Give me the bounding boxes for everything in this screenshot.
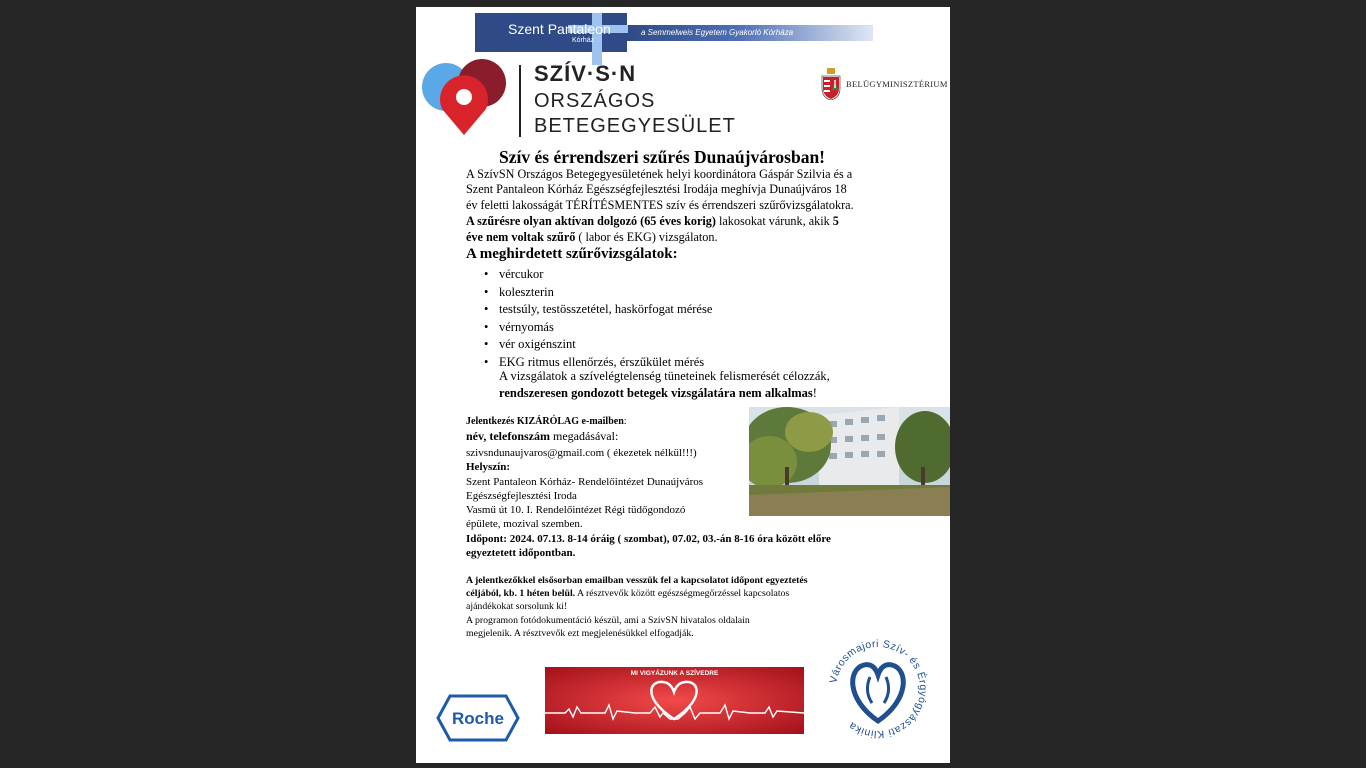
- registration-fields: név, telefonszám megadásával:: [466, 429, 619, 443]
- time-line-1: Időpont: 2024. 07.13. 8-14 óráig ( szombat), 07.02, 03.-án 8-16 óra között előre: [466, 533, 831, 545]
- footer-line-5: megjelenik. A résztvevők ezt megjelenésükkel elfogadják.: [466, 628, 694, 639]
- roche-logo: [436, 694, 520, 742]
- brand-name: SZÍV·S·N: [534, 61, 637, 86]
- list-item: • vér oxigénszint: [484, 336, 712, 354]
- location-line-2: Egészségfejlesztési Iroda: [466, 490, 577, 502]
- tests-note-2: rendszeresen gondozott betegek vizsgálatára nem alkalmas!: [499, 386, 817, 400]
- brand-line3: BETEGEGYESÜLET: [534, 115, 736, 137]
- location-line-3: Vasmű út 10. I. Rendelőintézet Régi tüdőgondozó: [466, 504, 686, 516]
- footer-line-4: A programon fotódokumentáció készül, ami a SzívSN hivatalos oldalain: [466, 615, 750, 626]
- svg-text:Városmajori Szív- és Érgyógyás: Városmajori Szív- és Érgyógyászati Klinika: [827, 637, 930, 741]
- intro-line-5: éve nem voltak szűrő ( labor és EKG) vizsgálaton.: [466, 230, 718, 244]
- building-photo: [749, 407, 950, 516]
- hospital-tagline: a Semmelweis Egyetem Gyakorló Kórháza: [641, 28, 794, 37]
- brand-line2: ORSZÁGOS: [534, 90, 656, 112]
- hospital-sub: Kórház: [572, 37, 595, 44]
- list-item: • vérnyomás: [484, 319, 712, 337]
- list-item: • EKG ritmus ellenőrzés, érszűkület mérés: [484, 354, 712, 372]
- intro-line-1: A SzívSN Országos Betegegyesületének helyi koordinátora Gáspár Szilvia és a: [466, 167, 853, 181]
- page-title: Szív és érrendszeri szűrés Dunaújvárosban!: [499, 147, 826, 167]
- location-label: Helyszín:: [466, 461, 510, 473]
- footer-line-3: ajándékokat sorsolunk ki!: [466, 601, 568, 612]
- ekg-heart-banner: [545, 667, 804, 734]
- registration-email: szivsndunaujvaros@gmail.com ( ékezetek nélkül!!!): [466, 447, 697, 459]
- list-item: • vércukor: [484, 266, 712, 284]
- registration-heading: Jelentkezés KIZÁRÓLAG e-mailben:: [466, 416, 627, 427]
- hospital-name: Szent Pantaleon: [508, 21, 611, 37]
- heart-pin-icon: [420, 57, 508, 139]
- footer-line-2: céljából, kb. 1 héten belül. A résztvevők között egészségmegőrzéssel kapcsolatos: [466, 588, 790, 599]
- hospital-banner-logo: [475, 13, 875, 53]
- intro-line-4: A szűrésre olyan aktívan dolgozó (65 éves korig) lakosokat várunk, akik 5: [466, 214, 839, 228]
- svg-text:MI VIGYÁZUNK A SZÍVEDRE: MI VIGYÁZUNK A SZÍVEDRE: [630, 670, 719, 677]
- svg-text:Roche: Roche: [452, 709, 504, 728]
- tests-note-1: A vizsgálatok a szívelégtelenség tüneteinek felismerését célozzák,: [499, 369, 830, 383]
- coat-of-arms-icon: [820, 68, 842, 100]
- list-item: • testsúly, testösszetétel, haskörfogat mérése: [484, 301, 712, 319]
- footer-line-1: A jelentkezőkkel elsősorban emailban vesszük fel a kapcsolatot időpont egyeztetés: [466, 575, 808, 586]
- intro-line-2: Szent Pantaleon Kórház Egészségfejlesztési Irodája meghívja Dunaújváros 18: [466, 182, 847, 196]
- tests-list: [484, 266, 712, 372]
- tests-heading: A meghirdetett szűrővizsgálatok:: [466, 246, 678, 262]
- ministry-name: BELÜGYMINISZTÉRIUM: [846, 79, 948, 89]
- flyer-page: [416, 7, 950, 763]
- location-line-1: Szent Pantaleon Kórház- Rendelőintézet Dunaújváros: [466, 476, 704, 488]
- location-line-4: épülete, mozival szemben.: [466, 518, 583, 530]
- brand-divider: [519, 65, 521, 137]
- clinic-logo: [824, 629, 932, 747]
- intro-line-3: év feletti lakosságát TÉRÍTÉSMENTES szív és érrendszeri szűrővizsgálatokra.: [466, 198, 854, 212]
- list-item: • koleszterin: [484, 284, 712, 302]
- time-line-2: egyeztetett időpontban.: [466, 547, 576, 559]
